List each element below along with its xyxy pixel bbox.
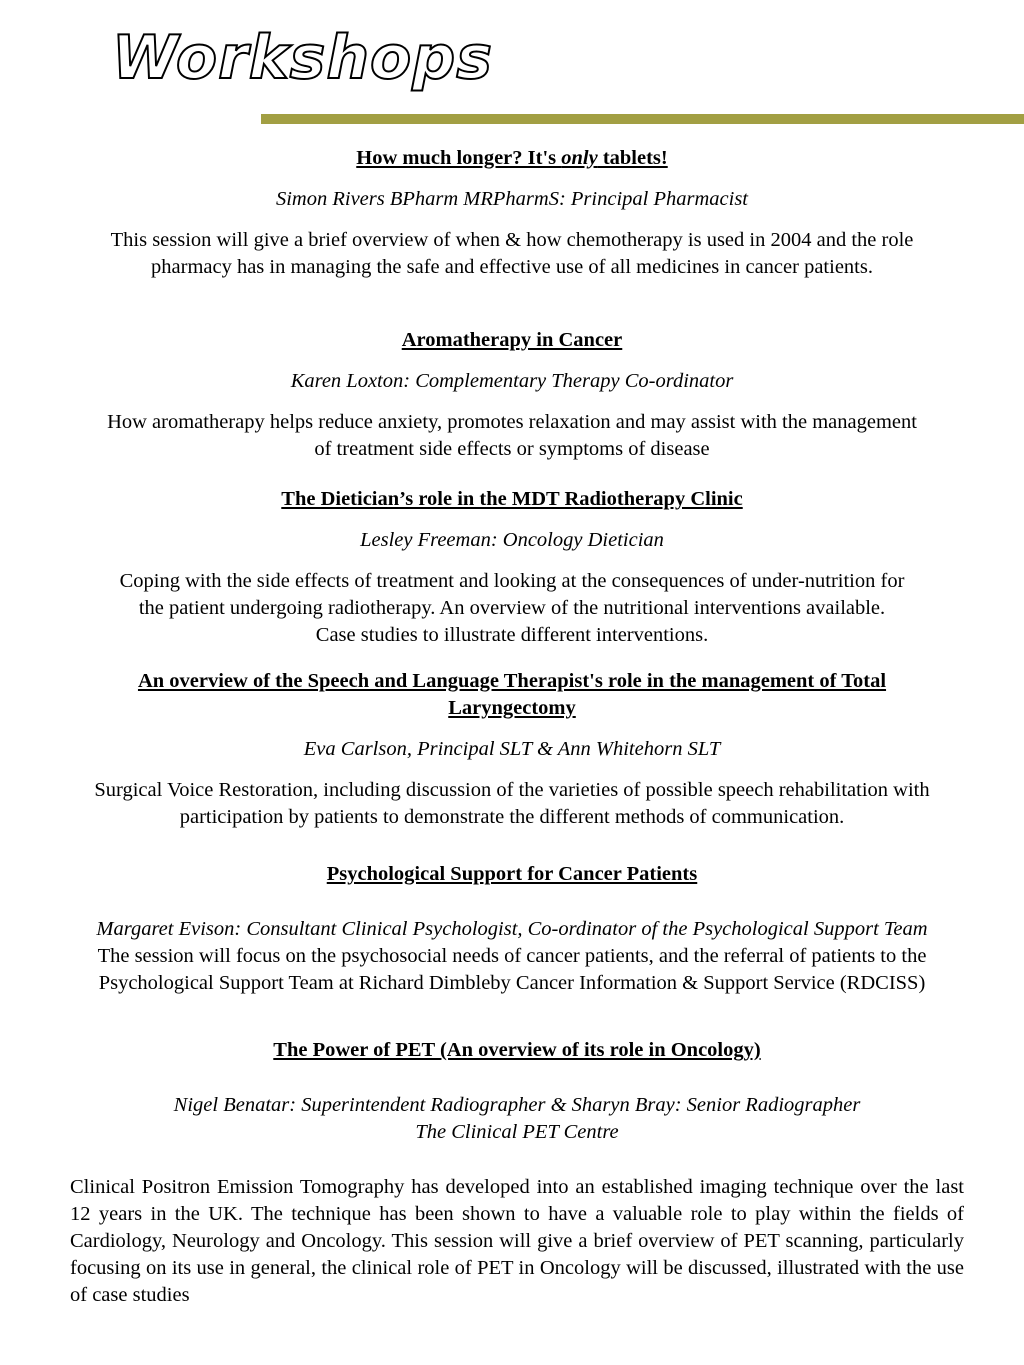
workshop-description: How aromatherapy helps reduce anxiety, promotes relaxation and may assist with the management of treatment side effects or symptoms of disease <box>107 411 917 460</box>
workshop-presenter: Nigel Benatar: Superintendent Radiographer & Sharyn Bray: Senior Radiographer <box>173 1094 861 1116</box>
workshop-pharmacy <box>100 145 924 281</box>
workshop-presenter: Eva Carlson, Principal SLT & Ann Whitehorn SLT <box>303 738 721 760</box>
workshop-heading: The Power of PET (An overview of its role in Oncology) <box>273 1039 761 1061</box>
page-title: Workshops <box>112 23 493 93</box>
workshop-description: Surgical Voice Restoration, including discussion of the varieties of possible speech rehabilitation with participation by patients to demonstrate the different methods of communication. <box>94 779 930 828</box>
title-divider <box>261 114 1024 124</box>
workshop-description: Coping with the side effects of treatment and looking at the consequences of under-nutrition for the patient undergoing radiotherapy. An overview of the nutritional interventions available. Case studies to illustrate different interventions. <box>119 570 905 646</box>
workshop-presenter: Karen Loxton: Complementary Therapy Co-ordinator <box>290 370 734 392</box>
workshop-description: The session will focus on the psychosocial needs of cancer patients, and the referral of patients to the Psychological Support Team at Richard Dimbleby Cancer Information & Support Service (RDCISS) <box>97 945 927 994</box>
workshop-venue: The Clinical PET Centre <box>415 1121 619 1143</box>
workshop-description: This session will give a brief overview of when & how chemotherapy is used in 2004 and the role pharmacy has in managing the safe and effective use of all medicines in cancer patients. <box>110 229 914 278</box>
workshop-heading: Psychological Support for Cancer Patients <box>326 863 698 885</box>
workshop-pet <box>70 1037 964 1309</box>
workshop-heading: How much longer? It's only tablets! <box>356 147 668 169</box>
workshop-heading: The Dietician’s role in the MDT Radiotherapy Clinic <box>281 488 743 510</box>
workshop-description: Clinical Positron Emission Tomography has developed into an established imaging technique over the last 12 years in the UK. The technique has been shown to have a valuable role to play within the fields of Cardiology, Neurology and Oncology. This session will give a brief overview of PET scanning, particularly focusing on its use in general, the clinical role of PET in Oncology will be discussed, illustrated with the use of case studies <box>70 1176 964 1306</box>
workshop-aromatherapy <box>100 327 924 463</box>
workshop-heading: Aromatherapy in Cancer <box>401 329 623 351</box>
workshop-psychological-support <box>20 861 1004 997</box>
workshop-presenter: Simon Rivers BPharm MRPharmS: Principal Pharmacist <box>275 188 748 210</box>
workshop-presenter: Lesley Freeman: Oncology Dietician <box>360 529 664 551</box>
workshop-dietician <box>100 486 924 649</box>
workshop-presenter: Margaret Evison: Consultant Clinical Psychologist, Co-ordinator of the Psychological Support Team <box>96 918 928 940</box>
workshop-speech-language <box>60 668 964 831</box>
workshop-heading: An overview of the Speech and Language Therapist's role in the management of Total Laryngectomy <box>137 670 887 719</box>
